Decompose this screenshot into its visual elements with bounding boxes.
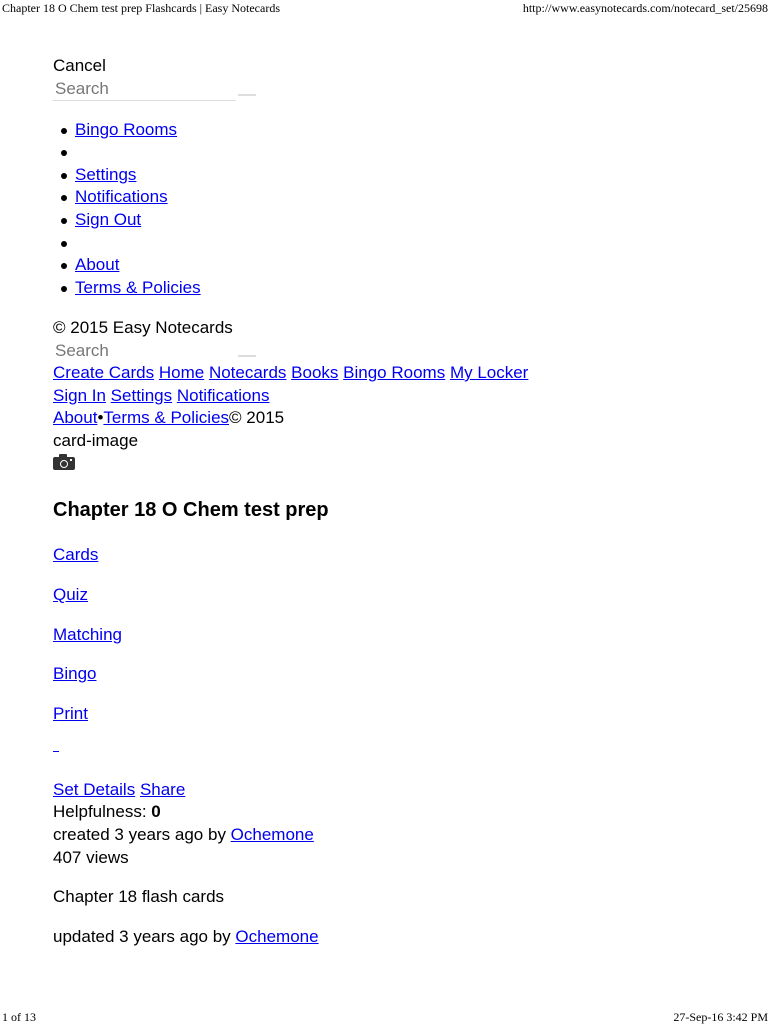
set-description: Chapter 18 flash cards [53, 887, 225, 907]
helpfulness-label: Helpfulness: [53, 802, 152, 822]
author-link[interactable]: Ochemone [230, 825, 314, 845]
menu-link-settings[interactable]: Settings [75, 164, 137, 184]
footer-links [53, 407, 528, 430]
menu-item-terms [75, 277, 528, 300]
helpfulness-value: 0 [151, 802, 161, 822]
mobile-copyright: © 2015 Easy Notecards [53, 318, 233, 338]
print-footer-page: 1 of 13 [2, 1010, 36, 1024]
print-footer-date: 27-Sep-16 3:42 PM [673, 1010, 768, 1024]
menu-item-about [75, 254, 528, 277]
nav-home[interactable]: Home [158, 362, 205, 382]
page-content [53, 55, 528, 948]
menu-item-settings [75, 164, 528, 187]
menu-link-about[interactable]: About [75, 255, 120, 275]
menu-item-notifications [75, 186, 528, 209]
nav-bingo-rooms[interactable]: Bingo Rooms [343, 362, 446, 382]
nav-books[interactable]: Books [291, 362, 339, 382]
nav-search [53, 340, 528, 362]
mobile-search [53, 78, 528, 101]
mobile-search-button[interactable] [238, 94, 256, 96]
nav-notifications[interactable]: Notifications [176, 385, 270, 405]
footer-separator: • [97, 408, 104, 428]
camera-icon [53, 454, 75, 470]
tab-print[interactable]: Print [53, 703, 88, 723]
tab-cards[interactable]: Cards [53, 545, 99, 565]
nav-search-button[interactable] [238, 355, 256, 357]
mobile-menu-list [53, 119, 528, 300]
tab-matching[interactable]: Matching [53, 624, 122, 644]
mobile-search-input[interactable]: Search [53, 78, 236, 101]
menu-item-empty-1 [75, 141, 528, 164]
cancel-link[interactable]: Cancel [53, 56, 106, 75]
menu-link-bingo-rooms[interactable]: Bingo Rooms [75, 119, 178, 139]
updated-text: updated 3 years ago by [53, 926, 236, 946]
menu-link-notifications[interactable]: Notifications [75, 187, 168, 207]
set-title: Chapter 18 O Chem test prep [53, 499, 329, 522]
menu-link-terms[interactable]: Terms & Policies [75, 277, 201, 297]
print-header-title: Chapter 18 O Chem test prep Flashcards | Easy Notecards [2, 1, 280, 15]
updated-author-link[interactable]: Ochemone [235, 926, 319, 946]
empty-link[interactable] [53, 743, 59, 752]
nav-my-locker[interactable]: My Locker [449, 362, 529, 382]
menu-item-empty-2 [75, 232, 528, 255]
set-details-links [53, 779, 528, 802]
updated-info [53, 926, 528, 949]
footer-copyright: © 2015 [229, 408, 285, 428]
nav-search-input[interactable]: Search [55, 340, 109, 360]
nav-links-row2 [53, 385, 528, 408]
menu-link-sign-out[interactable]: Sign Out [75, 209, 142, 229]
created-text: created 3 years ago by [53, 825, 231, 845]
helpfulness [53, 801, 528, 824]
menu-item-sign-out [75, 209, 528, 232]
nav-links-row1 [53, 362, 528, 385]
tab-quiz[interactable]: Quiz [53, 584, 88, 604]
share-link[interactable]: Share [139, 779, 186, 799]
print-header-url: http://www.easynotecards.com/notecard_set/25698 [522, 1, 768, 15]
view-count: 407 views [53, 847, 129, 867]
menu-item-bingo-rooms [75, 119, 528, 142]
footer-terms[interactable]: Terms & Policies [103, 408, 230, 428]
card-image-label: card-image [53, 430, 139, 450]
tab-bingo[interactable]: Bingo [53, 664, 97, 684]
set-details-link[interactable]: Set Details [53, 779, 136, 799]
nav-notecards[interactable]: Notecards [208, 362, 287, 382]
nav-settings[interactable]: Settings [110, 385, 173, 405]
nav-create-cards[interactable]: Create Cards [53, 362, 155, 382]
nav-sign-in[interactable]: Sign In [53, 385, 106, 405]
created-info [53, 824, 528, 847]
footer-about[interactable]: About [53, 408, 98, 428]
